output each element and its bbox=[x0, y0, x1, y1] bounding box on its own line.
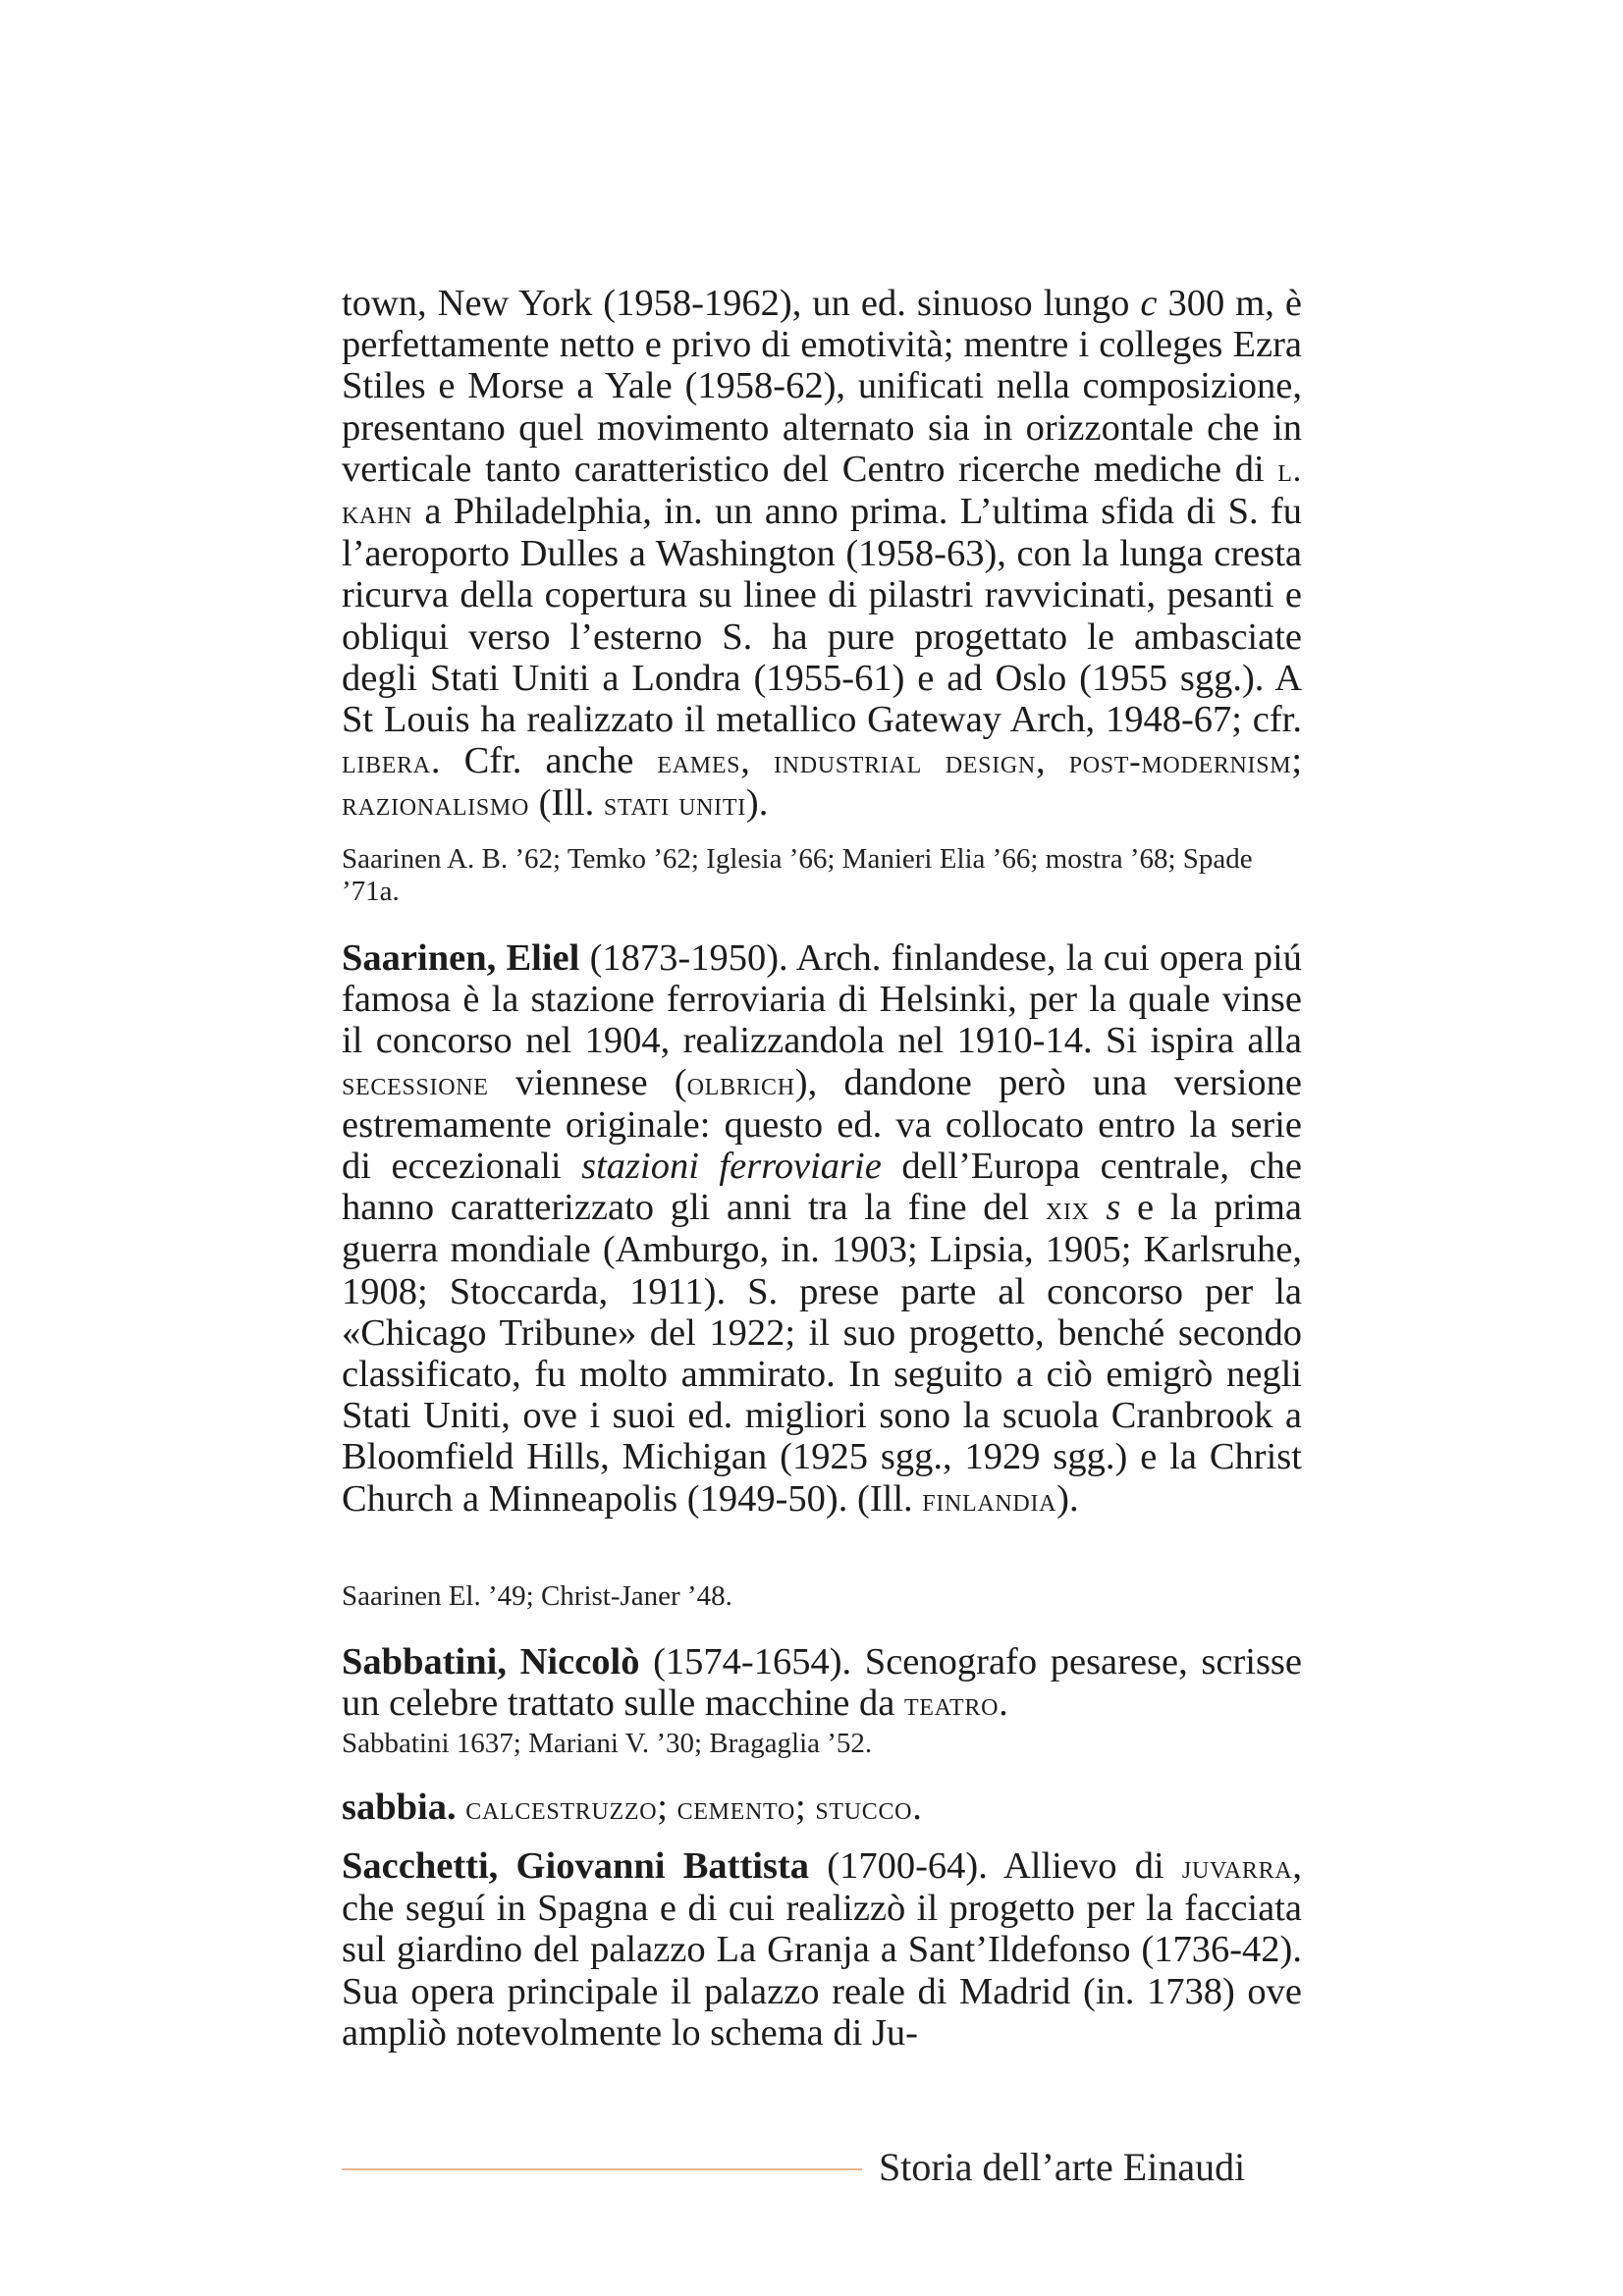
entry-text bbox=[342, 1845, 1302, 2054]
cross-reference: libera bbox=[342, 743, 431, 781]
cross-reference: juvarra bbox=[1181, 1848, 1293, 1886]
text-run: (1873-1950). Arch. finlandese, la cui opera piú famosa è la stazione ferroviaria di Helsinki, per la quale vinse il concorso nel 1904, realizzandola nel 1910-14. Si ispira alla bbox=[342, 937, 1302, 1062]
cross-reference: eames bbox=[657, 743, 741, 781]
text-run: ). bbox=[745, 782, 769, 825]
bibliography-sabbatini bbox=[342, 1728, 1302, 1760]
text-run: 300 m, è perfettamente netto e privo di emotività; mentre i colleges Ezra Stiles e Morse a Yale (1958-62), unificati nella composizione, presentano quel movimento alternato sia in orizzontale che in verticale tanto caratteristico del Centro ricerche mediche di bbox=[342, 283, 1302, 490]
cross-reference: stucco bbox=[815, 1789, 913, 1827]
text-run: . bbox=[912, 1787, 922, 1828]
entry-headword: Sabbatini, Niccolò bbox=[342, 1641, 640, 1682]
entry-text bbox=[342, 937, 1302, 1521]
text-run-italic: s bbox=[1106, 1187, 1121, 1229]
text-run: , bbox=[1035, 740, 1069, 782]
bibliography-text: Saarinen A. B. ’62; Temko ’62; Iglesia ’66; Manieri Elia ’66; mostra ’68; Spade ’71a. bbox=[342, 843, 1253, 907]
cross-reference: secessione bbox=[342, 1064, 489, 1102]
text-run: ; bbox=[795, 1787, 816, 1828]
bibliography-text: Saarinen El. ’49; Christ-Janer ’48. bbox=[342, 1580, 732, 1612]
entry-headword: Sacchetti, Giovanni Battista bbox=[342, 1845, 810, 1887]
text-run: ). bbox=[1056, 1477, 1079, 1520]
text-run: ), dandone però una versione estremamente originale: questo ed. va collocato entro la serie di eccezionali bbox=[342, 1061, 1302, 1188]
footer-rule bbox=[342, 2168, 862, 2170]
cross-reference: razionalismo bbox=[342, 785, 529, 824]
entry-sabbia bbox=[342, 1787, 1302, 1829]
bibliography-saarinen-eliel bbox=[342, 1580, 1302, 1613]
cross-reference: olbrich bbox=[686, 1064, 795, 1102]
entry-headword: sabbia. bbox=[342, 1787, 457, 1828]
cross-reference: cemento bbox=[676, 1789, 795, 1827]
text-run: dell’Europa centrale, che hanno caratterizzato gli anni tra la fine del bbox=[342, 1146, 1302, 1229]
text-run bbox=[457, 1787, 466, 1828]
bibliography-saarinen-eero bbox=[342, 843, 1302, 908]
text-run bbox=[1090, 1187, 1107, 1228]
entry-text bbox=[342, 1787, 1302, 1829]
entry-saarinen-eero-continued bbox=[342, 283, 1302, 826]
cross-reference: finlandia bbox=[922, 1480, 1057, 1519]
text-run-italic: c bbox=[1140, 283, 1158, 324]
text-run: (1700-64). Allievo di bbox=[809, 1845, 1182, 1887]
entry-headword: Saarinen, Eliel bbox=[342, 937, 580, 979]
text-run: . Cfr. anche bbox=[430, 740, 658, 782]
text-run: ; bbox=[657, 1787, 677, 1828]
text-run: town, New York (1958-1962), un ed. sinuoso lungo bbox=[342, 283, 1141, 324]
entry-sacchetti bbox=[342, 1845, 1302, 2054]
bibliography-text: Sabbatini 1637; Mariani V. ’30; Bragaglia ’52. bbox=[342, 1728, 873, 1759]
text-run: viennese ( bbox=[488, 1061, 687, 1103]
text-run: (1574-1654). Scenografo pesarese, scrisse un celebre trattato sulle macchine da bbox=[342, 1641, 1303, 1725]
text-run: a Philadelphia, in. un anno prima. L’ultima sfida di S. fu l’aeroporto Dulles a Washington (1958-63), con la lunga cresta ricurva della copertura su linee di pilastri ravvicinati, pesanti e obliqui verso l’esterno S. ha pure progettato le ambasciate degli Stati Uniti a Londra (1955-61) e ad Oslo (1955 sgg.). A St Louis ha realizzato il metallico Gateway Arch, 1948-67; cfr. bbox=[342, 491, 1302, 741]
cross-reference: stati uniti bbox=[603, 785, 746, 824]
footer-title: Storia dell’arte Einaudi bbox=[879, 2145, 1246, 2189]
entry-text bbox=[342, 1641, 1302, 1725]
text-run: e la prima guerra mondiale (Amburgo, in. 1903; Lipsia, 1905; Karlsruhe, 1908; Stoccarda, 1911). S. prese parte al concorso per la «Chicago Tribune» del 1922; il suo progetto, benché secondo classificato, fu molto ammirato. In seguito a ciò emigrò negli Stati Uniti, ove i suoi ed. migliori sono la scuola Cranbrook a Bloomfield Hills, Michigan (1925 sgg., 1929 sgg.) e la Christ Church a Minneapolis (1949-50). (Ill. bbox=[342, 1187, 1302, 1520]
text-run: (Ill. bbox=[528, 782, 604, 825]
text-run-small-caps: xix bbox=[1045, 1190, 1090, 1228]
entry-saarinen-eliel bbox=[342, 937, 1302, 1521]
cross-reference: post-modernism bbox=[1068, 743, 1292, 781]
text-run: , che seguí in Spagna e di cui realizzò il progetto per la facciata sul giardino del palazzo La Granja a Sant’Ildefonso (1736-42). Sua opera principale il palazzo reale di Madrid (in. 1738) ove ampliò notevolmente lo schema di Ju- bbox=[342, 1845, 1302, 2054]
text-run-italic: stazioni ferroviarie bbox=[581, 1146, 882, 1188]
text-run: , bbox=[740, 740, 774, 782]
cross-reference: industrial design bbox=[774, 743, 1036, 781]
text-run: ; bbox=[1291, 740, 1303, 782]
cross-reference: calcestruzzo bbox=[465, 1789, 658, 1827]
cross-reference: teatro bbox=[903, 1685, 1000, 1724]
entry-text bbox=[342, 283, 1302, 826]
text-run: . bbox=[999, 1682, 1008, 1725]
entry-sabbatini bbox=[342, 1641, 1302, 1725]
cross-reference: l. kahn bbox=[342, 451, 1302, 532]
